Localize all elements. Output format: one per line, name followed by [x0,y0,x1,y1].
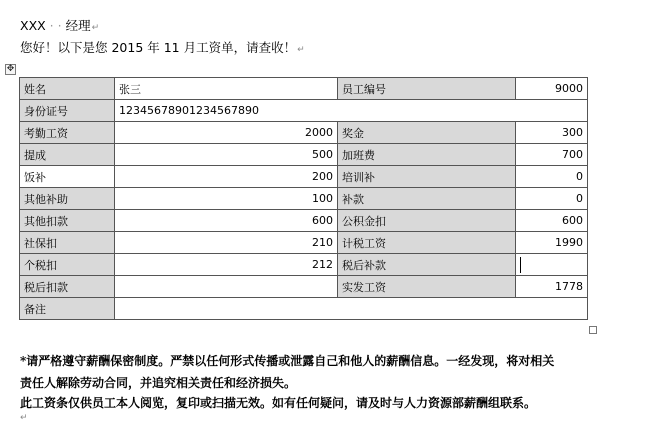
value-cell[interactable]: 2000 [115,122,338,144]
table-row [20,100,588,122]
value-cell[interactable]: 500 [115,144,338,166]
paragraph-mark-icon: ↵ [297,45,305,55]
id-number-cell[interactable]: 123456789012345678​90 [115,100,588,122]
value-cell[interactable]: 300 [516,122,588,144]
value-cell[interactable]: 200 [115,166,338,188]
label-cell: 补款 [338,188,516,210]
value-cell[interactable]: 600 [115,210,338,232]
label-cell: 考勤工资 [20,122,115,144]
label-cell: 提成 [20,144,115,166]
value-cell[interactable]: 100 [115,188,338,210]
label-cell: 其他补助 [20,188,115,210]
label-cell: 社保扣 [20,232,115,254]
table-row [20,144,588,166]
label-cell: 实发工资 [338,276,516,298]
value-cell[interactable]: 212 [115,254,338,276]
value-cell[interactable]: 张三 [115,78,338,100]
confidentiality-note-line-2: 责任人解除劳动合同，并追究相关责任和经济损失。 [20,376,297,390]
table-row [20,210,588,232]
payslip-table [19,77,588,320]
value-cell[interactable]: 1990 [516,232,588,254]
value-cell[interactable]: 0 [516,166,588,188]
label-cell: 税后补款 [338,254,516,276]
value-cell[interactable]: 1778 [516,276,588,298]
recipient-name: XXX [20,18,46,33]
table-row [20,188,588,210]
label-cell: 身份证号 [20,100,115,122]
paragraph-mark-icon: ↵ [20,413,28,423]
paragraph-mark-icon: ↵ [91,23,100,33]
table-resize-handle-icon[interactable] [589,326,597,334]
after-tax-bonus-cell[interactable] [516,254,588,276]
value-cell[interactable]: 9000 [516,78,588,100]
label-cell: 计税工资 [338,232,516,254]
table-row [20,122,588,144]
confidentiality-note-line-1: *请严格遵守薪酬保密制度。严禁以任何形式传播或泄露自己和他人的薪酬信息。一经发现，将对相关 [20,354,555,368]
value-cell[interactable]: 600 [516,210,588,232]
label-cell: 个税扣 [20,254,115,276]
label-cell: 员工编号 [338,78,516,100]
text-cursor [520,257,521,273]
label-cell: 饭补 [20,166,115,188]
label-cell: 加班费 [338,144,516,166]
greeting-text: 您好！以下是您 2015 年 11 月工资单，请查收！ [20,40,297,55]
table-row [20,166,588,188]
recipient-line: XXX · · 经理↵ [20,18,100,33]
greeting-line [20,38,305,56]
label-cell: 培训补 [338,166,516,188]
recipient-title: 经理 [65,18,91,33]
table-row [20,78,588,100]
usage-note: 此工资条仅供员工本人阅览，复印或扫描无效。如有任何疑问，请及时与人力资源部薪酬组联系。 [20,396,537,410]
label-cell: 税后扣款 [20,276,115,298]
value-cell[interactable]: 210 [115,232,338,254]
table-row [20,232,588,254]
label-cell: 备注 [20,298,115,320]
value-cell[interactable]: 0 [516,188,588,210]
table-row [20,276,588,298]
table-row [20,254,588,276]
table-row [20,298,588,320]
label-cell: 姓名 [20,78,115,100]
value-cell[interactable]: 700 [516,144,588,166]
remarks-cell[interactable] [115,298,588,320]
value-cell[interactable] [115,276,338,298]
label-cell: 公积金扣 [338,210,516,232]
table-move-handle-icon[interactable]: ✥ [6,64,15,74]
label-cell: 奖金 [338,122,516,144]
label-cell: 其他扣款 [20,210,115,232]
